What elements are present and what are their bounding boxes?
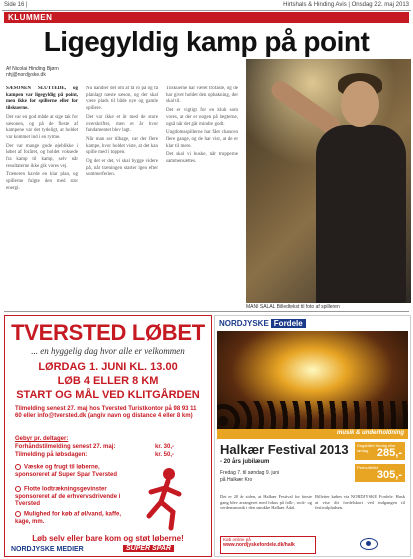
page-header (2, 1, 411, 11)
signup-info: Tilmelding senest 27. maj hos Tversted Turistkontor på 98 93 11 60 eller info@tversted.dk (angiv navn og distance 4 eller 8 km) (15, 406, 197, 419)
bullet-icon (15, 464, 21, 470)
order-box[interactable]: Køb online på www.nordjyskefordele.dk/halk (220, 536, 316, 554)
superspar-logo: SUPER SPAR (123, 545, 174, 552)
column-paragraph: Der var mange gode øjeblikke i løbet af foråret, og holdet voksede fra kamp til kamp, selv når resultaterne ikke gik vores vej. (6, 143, 78, 169)
tversted-run-ad (4, 315, 212, 557)
article-photo (246, 59, 411, 303)
byline-email: nhj@nordjyske.dk (6, 72, 46, 78)
column-paragraph: Det er vigtigt for en klub som vores, at der er nogen på lægterne, også når det går mindre godt. (166, 108, 238, 127)
bullet-icon (15, 486, 21, 492)
sponsor-logos (5, 545, 211, 555)
article-column-2 (86, 86, 158, 307)
event-date: LØRDAG 1. JUNI KL. 13.00 (38, 361, 178, 373)
column-paragraph: Tilskuerne har været trofaste, og de har givet holdet den opbakning, der skal til. (166, 86, 238, 105)
event-start: START OG MÅL VED KLITGÅRDEN (16, 389, 200, 401)
festival-place: på Halkær Kro (220, 477, 253, 483)
article-column-1 (6, 86, 78, 307)
festival-description: Det er 20 år siden, at Halkær Festival for første gang blev arrangeret med fokus på folk-, rock- og verdensmusik i den smukke Halkær Ådal. (220, 494, 312, 510)
runner-icon (135, 466, 195, 531)
festival-ticket-info: Billetter købes via NORDJYSKE Fordele. Husk at vise dit fordelskort ved indgangen til festivalpladsen. (315, 494, 405, 510)
section-label: KLUMMEN (8, 13, 53, 22)
column-paragraph: Det skal vi huske, når trupperne sammensættes. (166, 152, 238, 165)
festival-subtitle: - 20 års jubilæum (220, 459, 270, 465)
bullet-item: Mulighed for køb af øl/vand, kaffe, kage, mm. (15, 511, 122, 525)
article-headline: Ligegyldig kamp på point (43, 26, 370, 57)
fee-title: Gebyr pr. deltager: (15, 436, 69, 442)
column-paragraph: Det var en god måde at sige tak for sæsonen, og på de fleste af kampene var det tydeligt, at holdet var kommet ind i en rytme. (6, 114, 78, 140)
article-byline (6, 66, 59, 78)
section-banner (4, 12, 409, 23)
byline-author: Af Nicolai Hinding Bjørn (6, 66, 59, 72)
festival-dates: Fredag 7. til søndag 9. juni (220, 470, 280, 476)
order-link[interactable]: www.nordjyskefordele.dk/halk (223, 542, 295, 548)
halkaer-festival-ad (214, 315, 411, 557)
price-tag-day: Dagsbillet fredag eller lørdag 285,- (355, 442, 405, 460)
concert-photo (217, 331, 408, 429)
divider (4, 311, 409, 312)
column-paragraph: Ungdomsspillerne har fået chancen flere gange, og de har vist, at de er klar til mere. (166, 130, 238, 149)
fee-late-price: kr. 50,- (155, 452, 175, 458)
eye-icon (360, 538, 378, 550)
page-number: Side 16 | (4, 2, 28, 8)
bullet-item: Flotte lodtrækningsgevinster sponsoreret af de erhvervsdrivende i Tversted (15, 486, 121, 507)
music-band: musik & underholdning (217, 429, 408, 439)
fee-advance-price: kr. 30,- (155, 444, 175, 450)
photo-caption: MANI SALAL Billedtekst til foto af spilleren (246, 304, 340, 310)
bullet-item: Væske og frugt til løberne, sponsoreret af Super Spar Tversted (15, 464, 118, 478)
fee-late-label: Tilmelding på løbsdagen: (15, 452, 88, 458)
ad-footer: Løb selv eller bare kom og støt løberne! (32, 534, 184, 543)
nordjyske-logo: NORDJYSKE MEDIER (11, 546, 84, 553)
column-paragraph: Nu handler det om at få ro på og få planlagt næste sæson, og der skal være plads til både nye og gamle spillere. (86, 86, 158, 112)
nordjyske-fordele-logo: NORDJYSKE Fordele (219, 319, 306, 328)
festival-title: Halkær Festival 2013 (220, 442, 349, 457)
article-column-3 (166, 86, 238, 307)
price-tag-full: Partoutbillet 305,- (355, 464, 405, 482)
fee-advance-label: Forhåndstilmelding senest 27. maj: (15, 444, 116, 450)
column-paragraph: Og det er det, vi skal bygge videre på, når træningen starter igen efter sommerferien. (86, 159, 158, 178)
ad-title: TVERSTED LØBET (11, 320, 205, 345)
column-paragraph: Det var ikke et år med de store overskrifter, men et år hvor fundamentet blev lagt. (86, 114, 158, 134)
bullet-icon (15, 511, 21, 517)
column-paragraph: SÆSONEN SLUTTEDE, og kampen var ligegyldig på point, men ikke for spillerne eller for tilskuerne. (6, 86, 78, 112)
paper-name-date: Hirtshals & Hinding Avis | Onsdag 22. maj 2013 (283, 2, 409, 8)
column-paragraph: Når man ser tilbage, var der flere kampe, hvor holdet viste, at det kan spille med i toppen. (86, 136, 158, 156)
ad-subtitle: ... en hyggelig dag hvor alle er velkommen (31, 346, 185, 356)
column-paragraph: Træneren havde en klar plan, og spillerne fulgte den med stor energi. (6, 172, 78, 191)
event-distance: LØB 4 ELLER 8 KM (57, 375, 159, 387)
